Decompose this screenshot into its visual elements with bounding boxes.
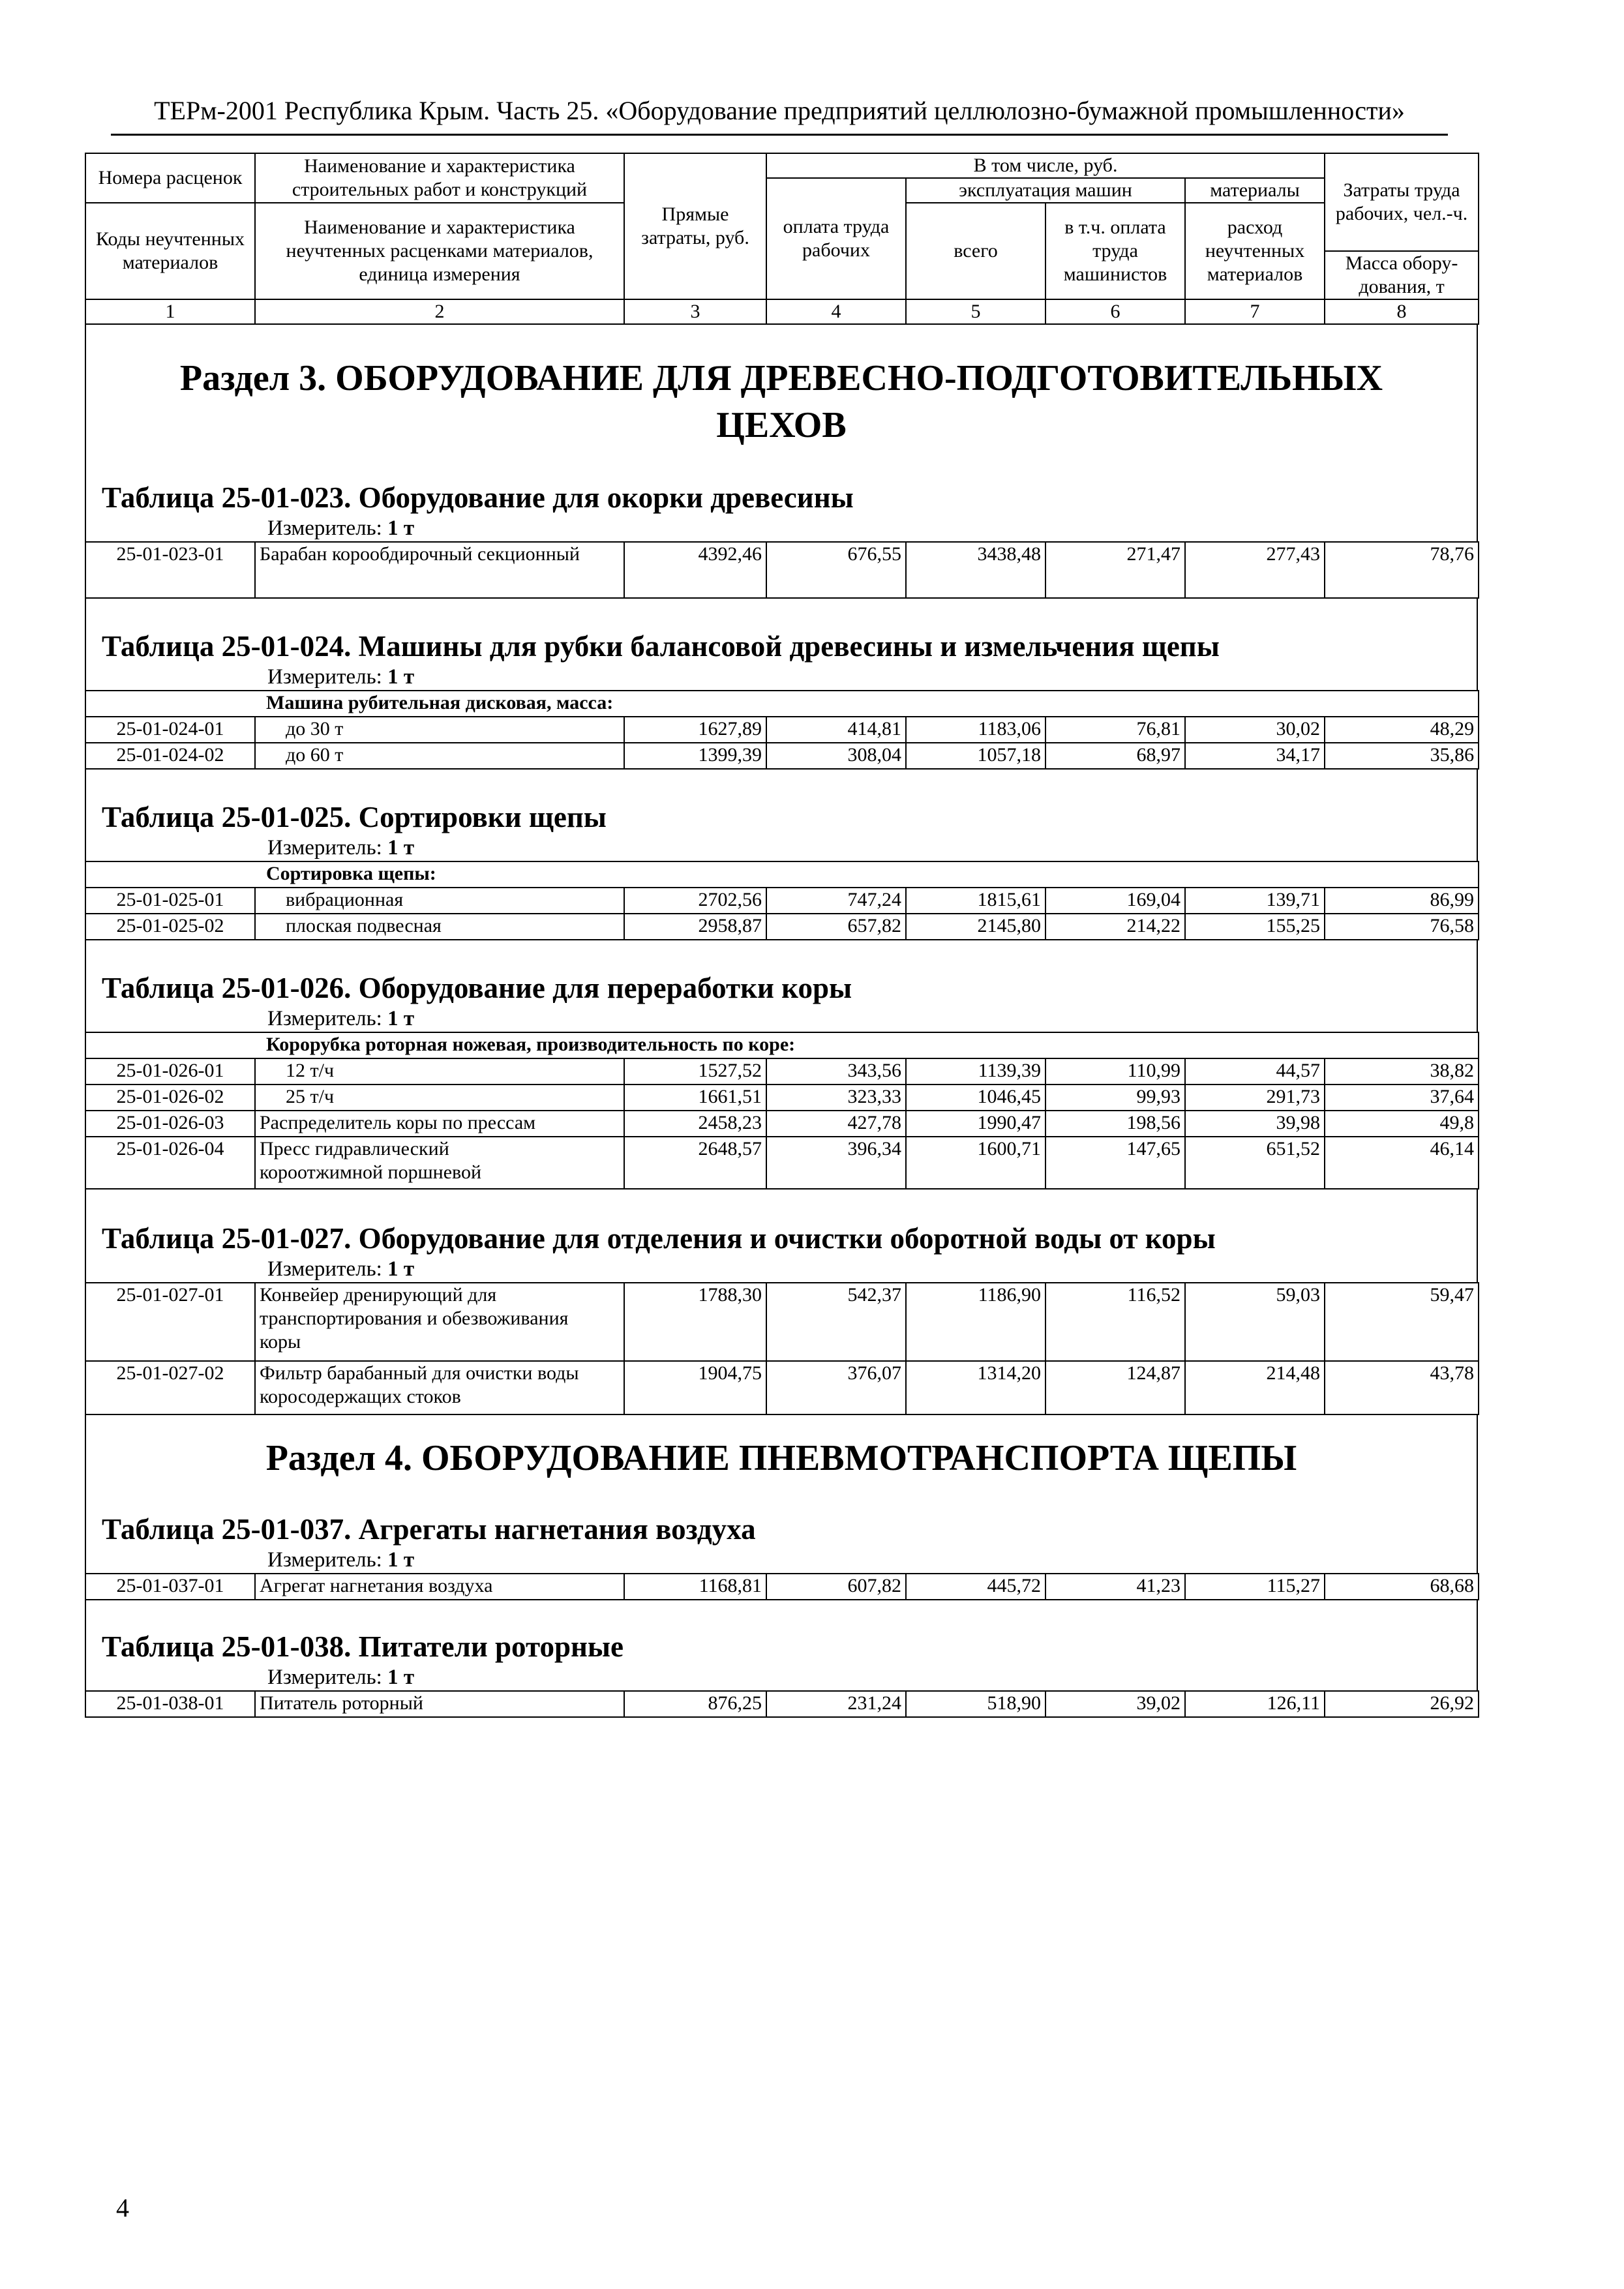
machinist-pay: 271,47 (1045, 542, 1185, 598)
labor-costs: 35,86 (1325, 743, 1479, 769)
measure-unit (86, 1664, 1477, 1690)
machinist-pay: 39,02 (1045, 1691, 1185, 1717)
rate-code: 25-01-038-01 (85, 1691, 255, 1717)
measure-label: Измеритель: (267, 1548, 382, 1572)
labor-costs: 43,78 (1325, 1361, 1479, 1414)
rate-name: Агрегат нагнетания воздуха (255, 1574, 624, 1600)
rate-name: Конвейер дренирующий для транспортирования и обезвоживания коры (255, 1283, 624, 1361)
table-row (85, 1691, 1479, 1717)
section-4-band (85, 1415, 1478, 1573)
labor-costs: 68,68 (1325, 1574, 1479, 1600)
group-heading: Корорубка роторная ножевая, производительность по коре: (85, 1032, 1479, 1058)
column-number: 7 (1185, 299, 1325, 324)
measure-value: 1 т (387, 516, 415, 540)
machinist-pay: 214,22 (1045, 914, 1185, 940)
rate-name: 25 т/ч (255, 1085, 624, 1111)
labor-costs: 46,14 (1325, 1137, 1479, 1189)
worker-pay: 676,55 (766, 542, 906, 598)
header-rule (111, 134, 1448, 136)
table-026 (85, 1032, 1479, 1189)
table-026-title: Таблица 25-01-026. Оборудование для переработки коры (102, 972, 852, 1004)
table-025 (85, 861, 1479, 940)
table-row (85, 888, 1479, 914)
machines-total: 518,90 (906, 1691, 1045, 1717)
machines-total: 1990,47 (906, 1111, 1045, 1137)
header-unaccounted-name: Наименование и характеристика неучтенных расценками материалов, единица измерения (255, 203, 624, 299)
column-number: 3 (624, 299, 766, 324)
materials: 30,02 (1185, 717, 1325, 743)
running-header: ТЕРм-2001 Республика Крым. Часть 25. «Оборудование предприятий целлюлозно-бумажной промышленности» (154, 96, 1405, 125)
section-3-title (86, 325, 1477, 449)
table-024 (85, 690, 1479, 770)
materials: 139,71 (1185, 888, 1325, 914)
materials: 155,25 (1185, 914, 1325, 940)
page-number: 4 (116, 2193, 129, 2222)
labor-costs: 59,47 (1325, 1283, 1479, 1361)
machines-total: 1314,20 (906, 1361, 1045, 1414)
table-row (85, 914, 1479, 940)
labor-costs: 26,92 (1325, 1691, 1479, 1717)
machines-total: 1183,06 (906, 717, 1045, 743)
measure-label: Измеритель: (267, 1007, 382, 1030)
table-row (85, 1111, 1479, 1137)
header-worker-pay: оплата труда рабочих (766, 178, 906, 299)
measure-value: 1 т (387, 665, 415, 689)
table-row (85, 1058, 1479, 1085)
worker-pay: 308,04 (766, 743, 906, 769)
rate-name: вибрационная (255, 888, 624, 914)
header-direct-costs: Прямые затраты, руб. (624, 153, 766, 299)
measure-label: Измеритель: (267, 665, 382, 689)
table-row (85, 1085, 1479, 1111)
document-body (85, 153, 1478, 1718)
machines-total: 1139,39 (906, 1058, 1045, 1085)
table-024-heading (85, 599, 1478, 690)
rate-name: 12 т/ч (255, 1058, 624, 1085)
table-025-title: Таблица 25-01-025. Сортировки щепы (102, 801, 607, 833)
section-3-text: Раздел 3. ОБОРУДОВАНИЕ ДЛЯ ДРЕВЕСНО-ПОДГОТОВИТЕЛЬНЫХ ЦЕХОВ (179, 358, 1383, 445)
rate-code: 25-01-026-02 (85, 1085, 255, 1111)
table-038-heading (85, 1600, 1478, 1690)
measure-unit (86, 515, 1477, 541)
table-038-title: Таблица 25-01-038. Питатели роторные (102, 1630, 624, 1663)
table-037 (85, 1573, 1479, 1600)
table-038 (85, 1690, 1479, 1718)
measure-value: 1 т (387, 1548, 415, 1572)
group-heading: Машина рубительная дисковая, масса: (85, 691, 1479, 717)
labor-costs: 86,99 (1325, 888, 1479, 914)
materials: 59,03 (1185, 1283, 1325, 1361)
table-026-heading (85, 940, 1478, 1032)
labor-costs: 37,64 (1325, 1085, 1479, 1111)
worker-pay: 427,78 (766, 1111, 906, 1137)
header-unaccounted-codes: Коды неучтенных материалов (85, 203, 255, 299)
direct-costs: 1627,89 (624, 717, 766, 743)
materials: 126,11 (1185, 1691, 1325, 1717)
machinist-pay: 198,56 (1045, 1111, 1185, 1137)
worker-pay: 542,37 (766, 1283, 906, 1361)
header-including: В том числе, руб. (766, 153, 1325, 178)
column-number: 4 (766, 299, 906, 324)
machinist-pay: 169,04 (1045, 888, 1185, 914)
machinist-pay: 147,65 (1045, 1137, 1185, 1189)
worker-pay: 396,34 (766, 1137, 906, 1189)
table-037-title: Таблица 25-01-037. Агрегаты нагнетания воздуха (102, 1513, 756, 1546)
rate-code: 25-01-026-03 (85, 1111, 255, 1137)
machines-total: 3438,48 (906, 542, 1045, 598)
table-row (85, 542, 1479, 598)
table-023-title: Таблица 25-01-023. Оборудование для окорки древесины (102, 481, 854, 514)
materials: 39,98 (1185, 1111, 1325, 1137)
worker-pay: 657,82 (766, 914, 906, 940)
rate-code: 25-01-027-02 (85, 1361, 255, 1414)
measure-value: 1 т (387, 1007, 415, 1030)
table-row (85, 1137, 1479, 1189)
rate-code: 25-01-026-04 (85, 1137, 255, 1189)
machines-total: 1046,45 (906, 1085, 1045, 1111)
machines-total: 1815,61 (906, 888, 1045, 914)
rate-code: 25-01-026-01 (85, 1058, 255, 1085)
rate-code: 25-01-023-01 (85, 542, 255, 598)
table-027-title: Таблица 25-01-027. Оборудование для отделения и очистки оборотной воды от коры (102, 1222, 1216, 1255)
rate-name: плоская подвесная (255, 914, 624, 940)
rate-code: 25-01-037-01 (85, 1574, 255, 1600)
labor-costs: 48,29 (1325, 717, 1479, 743)
machines-total: 1186,90 (906, 1283, 1045, 1361)
rate-name: Питатель роторный (255, 1691, 624, 1717)
materials: 115,27 (1185, 1574, 1325, 1600)
header-unaccounted-consumption: расход неучтенных материалов (1185, 203, 1325, 299)
worker-pay: 323,33 (766, 1085, 906, 1111)
rate-name: до 60 т (255, 743, 624, 769)
table-027 (85, 1282, 1479, 1415)
materials: 291,73 (1185, 1085, 1325, 1111)
header-machine-operation: эксплуатация машин (906, 178, 1185, 203)
column-number: 5 (906, 299, 1045, 324)
direct-costs: 1661,51 (624, 1085, 766, 1111)
table-row (85, 1361, 1479, 1414)
rate-name: Барабан корообдирочный секционный (255, 542, 624, 598)
rate-name: до 30 т (255, 717, 624, 743)
rate-name: Фильтр барабанный для очистки воды коросодержащих стоков (255, 1361, 624, 1414)
direct-costs: 2648,57 (624, 1137, 766, 1189)
machinist-pay: 110,99 (1045, 1058, 1185, 1085)
measure-unit (86, 1006, 1477, 1032)
measure-label: Измеритель: (267, 1257, 382, 1281)
rate-code: 25-01-024-01 (85, 717, 255, 743)
header-machinist-pay: в т.ч. оплата труда машинистов (1045, 203, 1185, 299)
direct-costs: 876,25 (624, 1691, 766, 1717)
measure-unit (86, 664, 1477, 690)
worker-pay: 231,24 (766, 1691, 906, 1717)
header-machines-total: всего (906, 203, 1045, 299)
header-labor-costs: Затраты труда рабочих, чел.-ч. (1325, 153, 1479, 251)
worker-pay: 414,81 (766, 717, 906, 743)
measure-label: Измеритель: (267, 516, 382, 540)
direct-costs: 2958,87 (624, 914, 766, 940)
table-027-heading (85, 1189, 1478, 1282)
rate-code: 25-01-027-01 (85, 1283, 255, 1361)
column-number: 1 (85, 299, 255, 324)
section-3-band (85, 325, 1478, 541)
machines-total: 1600,71 (906, 1137, 1045, 1189)
machinist-pay: 99,93 (1045, 1085, 1185, 1111)
machines-total: 445,72 (906, 1574, 1045, 1600)
column-number: 2 (255, 299, 624, 324)
measure-label: Измеритель: (267, 836, 382, 860)
machinist-pay: 68,97 (1045, 743, 1185, 769)
measure-unit (86, 835, 1477, 861)
rate-name: Пресс гидравлический короотжимной поршневой (255, 1137, 624, 1189)
worker-pay: 343,56 (766, 1058, 906, 1085)
labor-costs: 49,8 (1325, 1111, 1479, 1137)
header-rate-numbers: Номера расценок (85, 153, 255, 203)
table-024-title: Таблица 25-01-024. Машины для рубки балансовой древесины и измельчения щепы (102, 630, 1220, 663)
column-header-table (85, 153, 1479, 325)
measure-value: 1 т (387, 1257, 415, 1281)
machinist-pay: 124,87 (1045, 1361, 1185, 1414)
direct-costs: 1904,75 (624, 1361, 766, 1414)
direct-costs: 1788,30 (624, 1283, 766, 1361)
measure-label: Измеритель: (267, 1666, 382, 1689)
column-number: 6 (1045, 299, 1185, 324)
measure-value: 1 т (387, 836, 415, 860)
table-row (85, 743, 1479, 769)
worker-pay: 376,07 (766, 1361, 906, 1414)
direct-costs: 2702,56 (624, 888, 766, 914)
machinist-pay: 41,23 (1045, 1574, 1185, 1600)
rate-name: Распределитель коры по прессам (255, 1111, 624, 1137)
header-equipment-mass: Масса обору-дования, т (1325, 251, 1479, 299)
direct-costs: 1527,52 (624, 1058, 766, 1085)
direct-costs: 4392,46 (624, 542, 766, 598)
materials: 277,43 (1185, 542, 1325, 598)
direct-costs: 2458,23 (624, 1111, 766, 1137)
materials: 44,57 (1185, 1058, 1325, 1085)
measure-unit (86, 1547, 1477, 1573)
group-heading: Сортировка щепы: (85, 861, 1479, 888)
worker-pay: 607,82 (766, 1574, 906, 1600)
direct-costs: 1168,81 (624, 1574, 766, 1600)
section-4-title: Раздел 4. ОБОРУДОВАНИЕ ПНЕВМОТРАНСПОРТА ЩЕПЫ (265, 1438, 1297, 1478)
labor-costs: 76,58 (1325, 914, 1479, 940)
table-row (85, 1283, 1479, 1361)
measure-unit (86, 1256, 1477, 1282)
machines-total: 1057,18 (906, 743, 1045, 769)
materials: 34,17 (1185, 743, 1325, 769)
machinist-pay: 76,81 (1045, 717, 1185, 743)
rate-code: 25-01-025-01 (85, 888, 255, 914)
table-row (85, 1574, 1479, 1600)
machinist-pay: 116,52 (1045, 1283, 1185, 1361)
direct-costs: 1399,39 (624, 743, 766, 769)
column-number: 8 (1325, 299, 1479, 324)
header-materials: материалы (1185, 178, 1325, 203)
measure-value: 1 т (387, 1666, 415, 1689)
table-row (85, 717, 1479, 743)
rate-code: 25-01-025-02 (85, 914, 255, 940)
header-work-name: Наименование и характеристика строительных работ и конструкций (255, 153, 624, 203)
labor-costs: 38,82 (1325, 1058, 1479, 1085)
table-025-heading (85, 770, 1478, 861)
rate-code: 25-01-024-02 (85, 743, 255, 769)
machines-total: 2145,80 (906, 914, 1045, 940)
worker-pay: 747,24 (766, 888, 906, 914)
materials: 214,48 (1185, 1361, 1325, 1414)
table-023 (85, 541, 1479, 599)
labor-costs: 78,76 (1325, 542, 1479, 598)
materials: 651,52 (1185, 1137, 1325, 1189)
